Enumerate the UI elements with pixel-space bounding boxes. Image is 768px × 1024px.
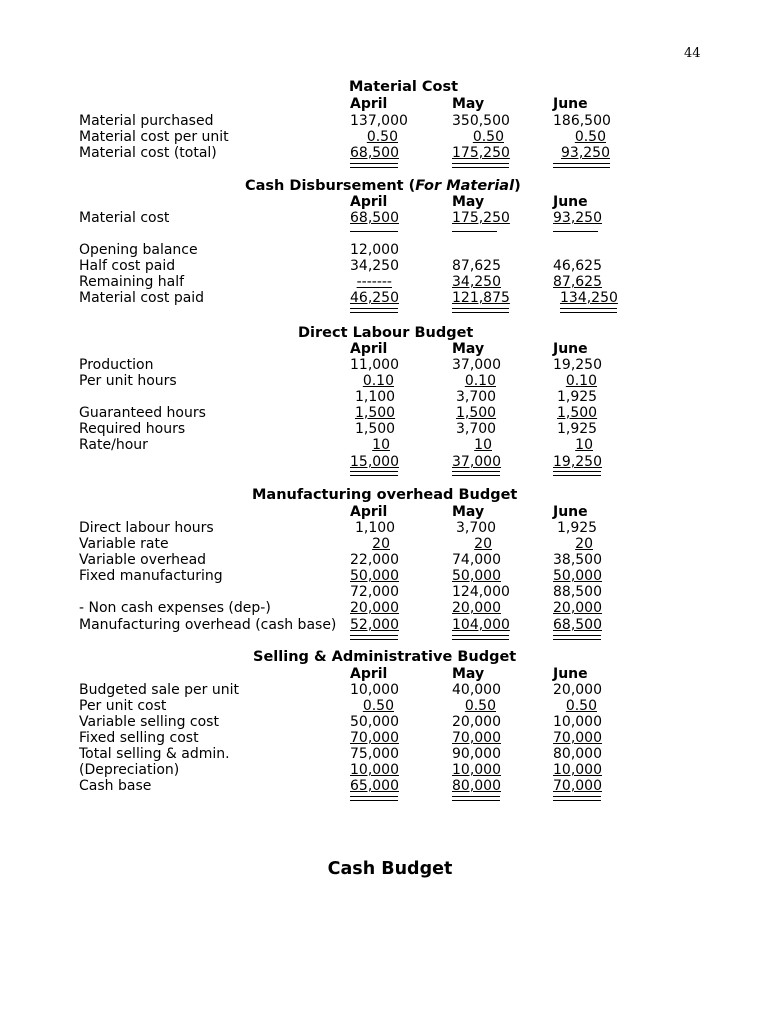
cell-may: 175,250 xyxy=(452,210,510,226)
cell-june: 134,250 xyxy=(560,290,618,306)
cell-april: 65,000 xyxy=(350,778,399,794)
row-label: Material cost paid xyxy=(79,290,205,306)
cell-may: 1,500 xyxy=(456,405,497,421)
cell-june: 93,250 xyxy=(561,145,610,161)
cell-april: 20 xyxy=(372,536,390,552)
cell-may: 50,000 xyxy=(452,568,501,584)
cell-april: 52,000 xyxy=(350,617,399,633)
cell-june: 46,625 xyxy=(553,258,602,274)
row-label: Half cost paid xyxy=(79,258,176,274)
cell-may: 40,000 xyxy=(452,682,501,698)
cell-may: 3,700 xyxy=(456,389,497,405)
cell-may: 10,000 xyxy=(452,762,501,778)
cell-may: 3,700 xyxy=(456,520,497,536)
cell-april: 20,000 xyxy=(350,600,399,616)
col-june: June xyxy=(553,666,588,682)
total-underline xyxy=(350,471,398,476)
manufacturing-overhead-title: Manufacturing overhead Budget xyxy=(252,487,518,503)
row-label: Guaranteed hours xyxy=(79,405,206,421)
cell-april: 46,250 xyxy=(350,290,399,306)
row-label: Per unit hours xyxy=(79,373,177,389)
row-label: Direct labour hours xyxy=(79,520,214,536)
row-label: Material cost xyxy=(79,210,170,226)
row-label: - Non cash expenses (dep-) xyxy=(79,600,271,616)
cell-june: 1,925 xyxy=(557,520,598,536)
row-label: Total selling & admin. xyxy=(79,746,230,762)
cell-may: 37,000 xyxy=(452,357,501,373)
cell-june: 0.10 xyxy=(565,373,597,389)
cell-april: 68,500 xyxy=(350,145,399,161)
cell-june: 93,250 xyxy=(553,210,602,226)
cell-june: 0.50 xyxy=(574,129,606,145)
cell-june: 68,500 xyxy=(553,617,602,633)
cell-april: 34,250 xyxy=(350,258,399,274)
selling-admin-title: Selling & Administrative Budget xyxy=(253,649,517,665)
cell-june: 1,500 xyxy=(557,405,598,421)
row-label: Variable rate xyxy=(79,536,169,552)
cell-june: 20,000 xyxy=(553,682,602,698)
cell-april: 0.50 xyxy=(366,129,398,145)
col-may: May xyxy=(452,96,485,112)
cell-june: 88,500 xyxy=(553,584,602,600)
col-april: April xyxy=(350,194,388,210)
cash-disbursement-title: Cash Disbursement (For Material) xyxy=(245,178,521,194)
total-underline xyxy=(452,471,500,476)
cell-april: 11,000 xyxy=(350,357,399,373)
col-may: May xyxy=(452,666,485,682)
cell-june: 0.50 xyxy=(565,698,597,714)
row-label: (Depreciation) xyxy=(79,762,180,778)
cell-may: 0.50 xyxy=(464,698,496,714)
cell-june: 20,000 xyxy=(553,600,602,616)
col-may: May xyxy=(452,504,485,520)
cell-april: 68,500 xyxy=(350,210,399,226)
cell-june: 80,000 xyxy=(553,746,602,762)
cell-may: 175,250 xyxy=(452,145,510,161)
row-label: Production xyxy=(79,357,154,373)
cell-may: 3,700 xyxy=(456,421,497,437)
row-label: Required hours xyxy=(79,421,186,437)
cell-april: 12,000 xyxy=(350,242,399,258)
col-june: June xyxy=(553,504,588,520)
total-underline xyxy=(452,635,509,640)
cell-may: 70,000 xyxy=(452,730,501,746)
cell-may: 350,500 xyxy=(452,113,510,129)
total-underline xyxy=(553,163,610,168)
cell-june: 38,500 xyxy=(553,552,602,568)
row-label: Fixed selling cost xyxy=(79,730,199,746)
row-label: Material cost (total) xyxy=(79,145,217,161)
direct-labour-title: Direct Labour Budget xyxy=(298,325,474,341)
row-label: Manufacturing overhead (cash base) xyxy=(79,617,337,633)
cell-may: 34,250 xyxy=(452,274,501,290)
cell-april: 137,000 xyxy=(350,113,408,129)
cell-may: 90,000 xyxy=(452,746,501,762)
total-underline xyxy=(350,796,398,801)
col-may: May xyxy=(452,194,485,210)
cell-may: 20 xyxy=(474,536,492,552)
underline xyxy=(452,231,497,232)
cell-april: 75,000 xyxy=(350,746,399,762)
col-june: June xyxy=(553,194,588,210)
col-april: April xyxy=(350,666,388,682)
cell-june: 1,925 xyxy=(557,421,598,437)
cell-april: 50,000 xyxy=(350,714,399,730)
cell-may: 124,000 xyxy=(452,584,510,600)
cell-april: 1,100 xyxy=(355,520,396,536)
cell-april: 10 xyxy=(372,437,390,453)
cell-june: 50,000 xyxy=(553,568,602,584)
total-underline xyxy=(553,635,601,640)
row-label: Cash base xyxy=(79,778,152,794)
total-underline xyxy=(553,796,601,801)
cell-may: 10 xyxy=(474,437,492,453)
cell-june: 70,000 xyxy=(553,778,602,794)
col-june: June xyxy=(553,341,588,357)
cell-april: 1,500 xyxy=(355,421,396,437)
total-underline xyxy=(350,163,398,168)
cell-june: 10 xyxy=(575,437,593,453)
total-underline xyxy=(553,471,601,476)
total-underline xyxy=(350,308,398,313)
col-april: April xyxy=(350,96,388,112)
total-underline xyxy=(452,796,500,801)
cell-may: 74,000 xyxy=(452,552,501,568)
cell-april: 15,000 xyxy=(350,454,399,470)
cell-may: 104,000 xyxy=(452,617,510,633)
cell-june: 186,500 xyxy=(553,113,611,129)
row-label: Material purchased xyxy=(79,113,214,129)
total-underline xyxy=(452,308,509,313)
cell-april: 1,100 xyxy=(355,389,396,405)
col-april: April xyxy=(350,504,388,520)
row-label: Budgeted sale per unit xyxy=(79,682,239,698)
cell-april: 0.10 xyxy=(362,373,394,389)
row-label: Remaining half xyxy=(79,274,185,290)
cell-june: 10,000 xyxy=(553,762,602,778)
cell-june: 1,925 xyxy=(557,389,598,405)
cell-may: 80,000 xyxy=(452,778,501,794)
row-label: Per unit cost xyxy=(79,698,167,714)
cell-may: 20,000 xyxy=(452,714,501,730)
cell-april: 1,500 xyxy=(355,405,396,421)
cell-april: 70,000 xyxy=(350,730,399,746)
cell-may: 0.50 xyxy=(472,129,504,145)
col-april: April xyxy=(350,341,388,357)
row-label: Variable overhead xyxy=(79,552,207,568)
row-label: Variable selling cost xyxy=(79,714,219,730)
underline xyxy=(350,231,398,232)
cell-april: ------- xyxy=(356,274,392,290)
total-underline xyxy=(452,163,509,168)
cell-may: 37,000 xyxy=(452,454,501,470)
cell-april: 0.50 xyxy=(362,698,394,714)
cell-april: 10,000 xyxy=(350,682,399,698)
row-label: Material cost per unit xyxy=(79,129,229,145)
row-label: Rate/hour xyxy=(79,437,148,453)
underline xyxy=(553,231,598,232)
cell-may: 20,000 xyxy=(452,600,501,616)
col-june: June xyxy=(553,96,588,112)
col-may: May xyxy=(452,341,485,357)
cell-june: 87,625 xyxy=(553,274,602,290)
cell-april: 72,000 xyxy=(350,584,399,600)
cell-april: 10,000 xyxy=(350,762,399,778)
total-underline xyxy=(560,308,617,313)
cell-april: 50,000 xyxy=(350,568,399,584)
total-underline xyxy=(350,635,398,640)
row-label: Fixed manufacturing xyxy=(79,568,223,584)
cell-june: 19,250 xyxy=(553,357,602,373)
material-cost-title: Material Cost xyxy=(349,79,459,95)
cell-may: 121,875 xyxy=(452,290,510,306)
cell-may: 87,625 xyxy=(452,258,501,274)
page-number: 44 xyxy=(684,46,701,61)
cell-june: 20 xyxy=(575,536,593,552)
row-label: Opening balance xyxy=(79,242,198,258)
cell-may: 0.10 xyxy=(464,373,496,389)
cell-june: 19,250 xyxy=(553,454,602,470)
cell-june: 70,000 xyxy=(553,730,602,746)
cell-june: 10,000 xyxy=(553,714,602,730)
cash-budget-title: Cash Budget xyxy=(327,859,453,879)
cell-april: 22,000 xyxy=(350,552,399,568)
